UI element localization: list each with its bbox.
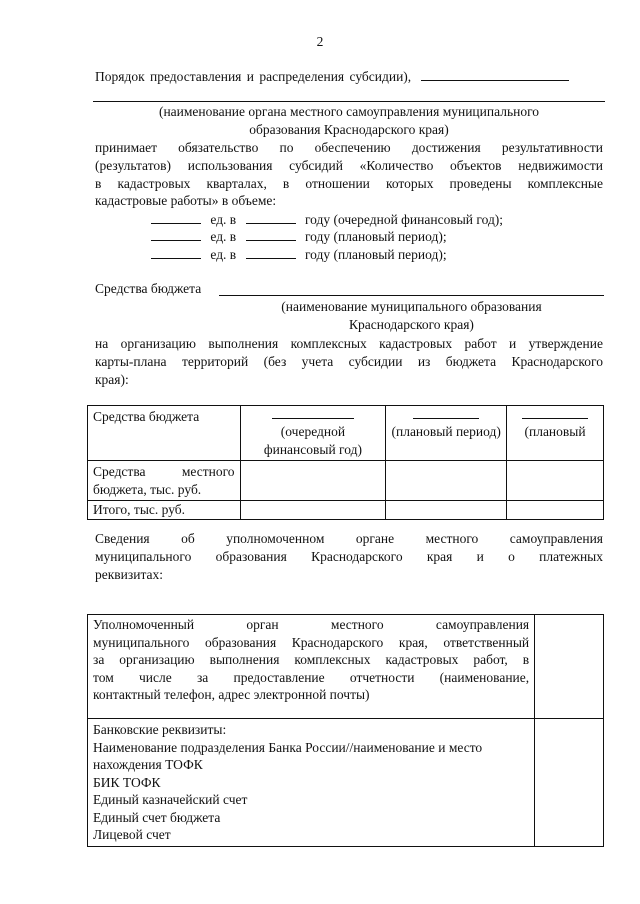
year-blank — [246, 228, 296, 241]
authority-value-cell — [535, 615, 604, 719]
value-cell — [240, 501, 386, 520]
table-row — [88, 461, 604, 501]
authority-line: контактный телефон, адрес электронной почты) — [93, 687, 370, 702]
info-table — [87, 614, 604, 847]
table-row — [88, 501, 604, 520]
volume-row-1 — [151, 211, 571, 229]
year-blank — [246, 246, 296, 259]
bank-details-line: БИК ТОФК — [93, 774, 161, 790]
year-blank — [246, 211, 296, 224]
volume-unit: ед. в — [210, 212, 237, 227]
bank-details-line: нахождения ТОФК — [93, 757, 203, 772]
header-plan2-label: (плановый — [524, 424, 586, 439]
intro-line — [95, 68, 610, 86]
volume-row-3 — [151, 246, 571, 264]
value-cell — [240, 461, 386, 501]
bank-details-line: Наименование подразделения Банка России//наименование и место — [93, 739, 483, 755]
budget-paragraph-2: карты-плана территорий (без учета субсидии из бюджета Краснодарского — [95, 354, 603, 369]
bank-details-line: Лицевой счет — [93, 827, 171, 842]
bank-details-heading: Банковские реквизиты: — [93, 722, 227, 737]
volume-blank — [151, 211, 201, 224]
page-number: 2 — [316, 34, 324, 49]
table-row — [88, 615, 604, 719]
obligation-line-4: кадастровые работы» в объеме: — [95, 193, 277, 208]
info-line-2: муниципального образования Краснодарского края и о платежных — [95, 549, 603, 564]
organ-caption-1: (наименование органа местного самоуправления муниципального — [158, 104, 540, 119]
volume-text: году (плановый период); — [304, 247, 447, 262]
row-label-cell — [88, 461, 241, 501]
volume-unit: ед. в — [210, 247, 237, 262]
authority-line: том числе за предоставление отчетности (наименование, — [93, 669, 530, 685]
bank-details-cell — [88, 719, 535, 847]
total-label: Итого, тыс. руб. — [93, 502, 186, 517]
value-cell — [386, 461, 507, 501]
authority-cell — [88, 615, 535, 719]
organ-caption-2: образования Краснодарского края) — [249, 122, 449, 137]
year-blank — [413, 408, 479, 419]
info-line-1: Сведения об уполномоченном органе местного самоуправления — [95, 531, 603, 546]
authority-line: за организацию выполнения комплексных кадастровых работ, в — [93, 652, 530, 667]
volume-blank — [151, 246, 201, 259]
year-blank — [272, 408, 354, 419]
row-label-cell — [88, 501, 241, 520]
bank-details-line: Единый казначейский счет — [93, 792, 248, 807]
bank-details-line: Единый счет бюджета — [93, 809, 221, 825]
year-blank — [522, 408, 588, 419]
info-line-3: реквизитах: — [95, 567, 164, 582]
organ-blank-line — [93, 101, 605, 102]
intro-text: Порядок предоставления и распределения субсидии), — [95, 69, 412, 84]
header-plan1-label: (плановый период) — [391, 424, 501, 439]
header-budget-cell — [88, 406, 241, 461]
obligation-line-1: принимает обязательство по обеспечению достижения результативности — [95, 140, 603, 155]
header-year-label: (очередной финансовый год) — [263, 424, 362, 457]
authority-line: Уполномоченный орган местного самоуправления — [93, 617, 530, 632]
value-cell — [386, 501, 507, 520]
row-label-line-1: Средства местного — [93, 464, 235, 479]
budget-label: Средства бюджета — [95, 281, 202, 296]
volume-text: году (очередной финансовый год); — [304, 212, 504, 227]
obligation-line-2: (результатов) использования субсидий «Количество объектов недвижимости — [95, 158, 603, 173]
volume-blank — [151, 228, 201, 241]
header-plan1-cell — [386, 406, 507, 461]
volume-row-2 — [151, 228, 571, 246]
value-cell — [507, 461, 604, 501]
budget-caption-1: (наименование муниципального образования — [281, 299, 542, 314]
budget-table — [87, 405, 604, 520]
obligation-line-3: в кадастровых кварталах, в отношении которых проведены комплексные — [95, 176, 603, 191]
volume-unit: ед. в — [210, 229, 237, 244]
budget-caption-2: Краснодарского края) — [349, 317, 474, 332]
header-budget-label: Средства бюджета — [93, 409, 200, 424]
header-year-cell — [240, 406, 386, 461]
row-label-line-2: бюджета, тыс. руб. — [93, 481, 202, 497]
table-header-row — [88, 406, 604, 461]
table-row — [88, 719, 604, 847]
header-plan2-cell — [507, 406, 604, 461]
bank-details-value-cell — [535, 719, 604, 847]
value-cell — [507, 501, 604, 520]
budget-blank-line — [219, 295, 604, 296]
volume-text: году (плановый период); — [304, 229, 447, 244]
budget-paragraph-3: края): — [95, 372, 129, 387]
budget-paragraph-1: на организацию выполнения комплексных кадастровых работ и утверждение — [95, 336, 603, 351]
intro-blank — [421, 68, 569, 81]
authority-line: муниципального образования Краснодарского края, ответственный — [93, 634, 530, 650]
